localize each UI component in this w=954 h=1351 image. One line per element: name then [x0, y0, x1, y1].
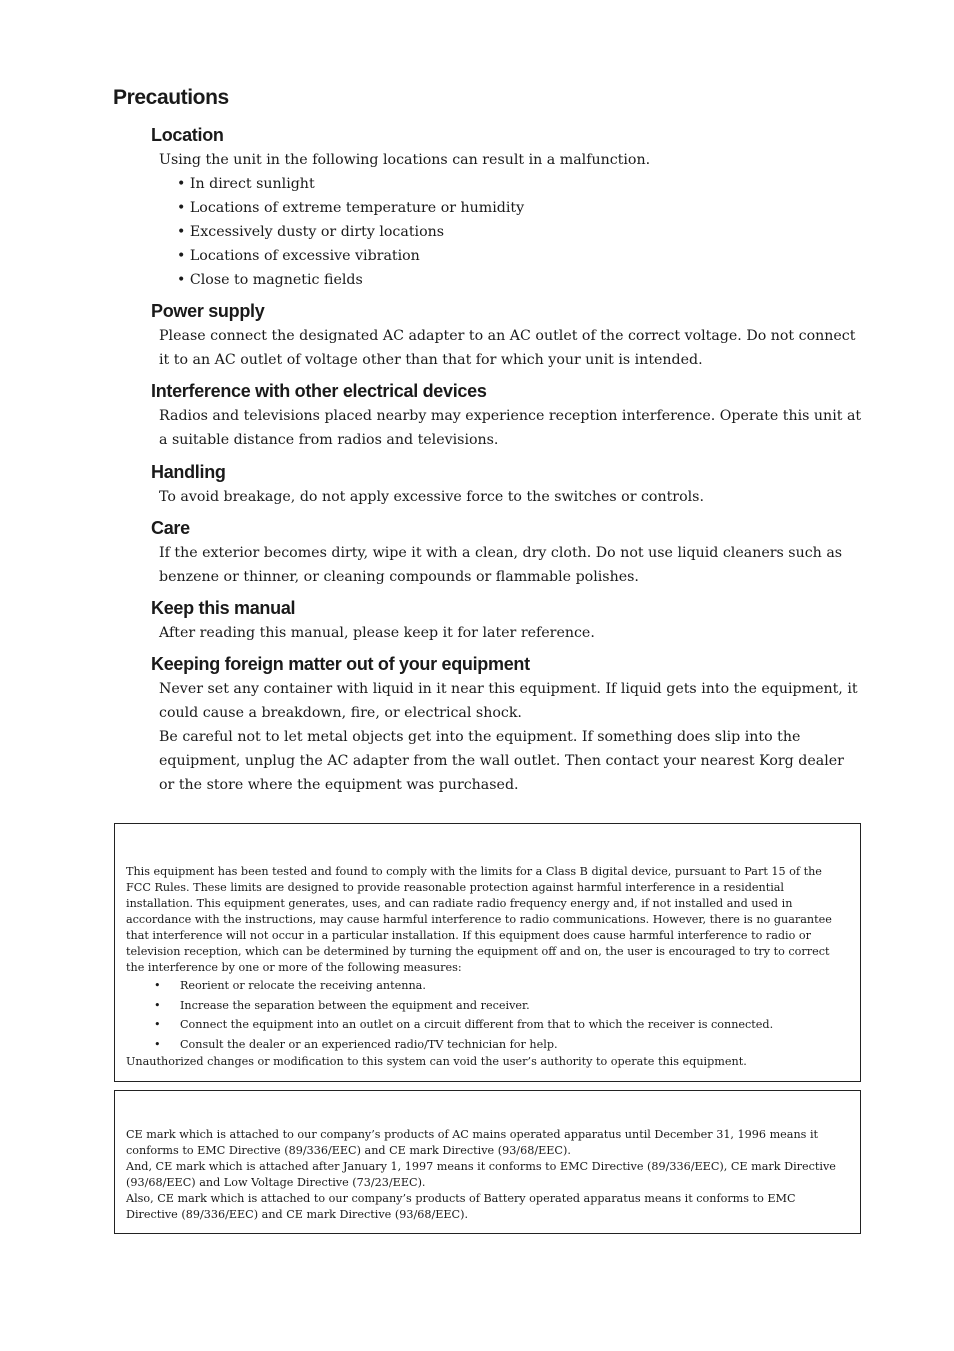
bullet-icon: •: [154, 998, 161, 1012]
section-paragraph: If the exterior becomes dirty, wipe it with a clean, dry cloth. Do not use liquid cleaners such as benzene or thinner, or cleaning compounds or flammable polishes.: [159, 545, 843, 585]
section-heading: Care: [151, 518, 190, 538]
list-item-text: Consult the dealer or an experienced radio/TV technician for help.: [180, 1037, 558, 1051]
list-item: • In direct sunlight: [177, 172, 863, 196]
list-item: • Locations of excessive vibration: [177, 244, 863, 268]
section-foreign-matter: [151, 651, 863, 797]
section-interference: [151, 378, 863, 452]
fcc-measures-list: [126, 976, 849, 1054]
section-heading: Keep this manual: [151, 598, 296, 618]
section-location: [151, 122, 863, 292]
page-title: Precautions: [113, 86, 229, 109]
section-paragraph: Be careful not to let metal objects get into the equipment. If something does slip into the equipment, unplug the AC adapter from the wall outlet. Then contact your nearest Korg dealer or the store where the equipment was purchased.: [159, 729, 844, 793]
list-item-text: Reorient or relocate the receiving antenna.: [180, 979, 426, 992]
section-power-supply: [151, 298, 863, 372]
ce-notice-paragraph: Also, CE mark which is attached to our company’s products of Battery operated apparatus means it conforms to EMC Directive (89/336/EEC) and CE mark Directive (93/68/EEC).: [126, 1192, 796, 1221]
ce-notice-paragraph: CE mark which is attached to our company’s products of AC mains operated apparatus until December 31, 1996 means it conforms to EMC Directive (89/336/EEC) and CE mark Directive (93/68/EEC).: [126, 1128, 819, 1157]
list-item: • Close to magnetic fields: [177, 268, 863, 292]
section-keep-manual: [151, 595, 863, 645]
list-item: [126, 996, 849, 1016]
list-item-text: Increase the separation between the equipment and receiver.: [180, 998, 530, 1012]
list-item: [126, 1015, 849, 1035]
fcc-notice-text: This equipment has been tested and found to comply with the limits for a Class B digital device, pursuant to Part 15 of the FCC Rules. These limits are designed to provide reasonable protection against harmful interference in a residential installation. This equipment generates, uses, and can radiate radio frequency energy and, if not installed and used in accordance with the instructions, may cause harmful interference to radio communications. However, there is no guarantee that interference will not occur in a particular installation. If this equipment does cause harmful interference to radio or television reception, which can be determined by turning the equipment off and on, the user is encouraged to try to correct the interference by one or more of the following measures:: [126, 865, 832, 974]
list-item: [126, 976, 849, 996]
section-handling: [151, 459, 863, 509]
list-item: • Excessively dusty or dirty locations: [177, 220, 863, 244]
list-item: [126, 1035, 849, 1055]
ce-notice-box: [114, 1090, 861, 1234]
section-heading: Handling: [151, 462, 226, 482]
section-paragraph: Never set any container with liquid in it near this equipment. If liquid gets into the equipment, it could cause a breakdown, fire, or electrical shock.: [159, 681, 858, 721]
section-intro: Using the unit in the following locations can result in a malfunction.: [159, 152, 651, 168]
bullet-icon: •: [154, 1037, 161, 1051]
section-paragraph: After reading this manual, please keep it for later reference.: [159, 625, 595, 641]
list-item: • Locations of extreme temperature or humidity: [177, 196, 863, 220]
section-heading: Interference with other electrical devices: [151, 381, 487, 401]
section-care: [151, 515, 863, 589]
section-paragraph: Radios and televisions placed nearby may experience reception interference. Operate this unit at a suitable distance from radios and televisions.: [159, 408, 862, 448]
fcc-notice-box: [114, 823, 861, 1082]
bullet-icon: •: [154, 979, 161, 992]
section-paragraph: Please connect the designated AC adapter to an AC outlet of the correct voltage. Do not connect it to an AC outlet of voltage other than that for which your unit is intended.: [159, 328, 856, 368]
section-paragraph: To avoid breakage, do not apply excessive force to the switches or controls.: [159, 489, 704, 505]
list-item-text: Connect the equipment into an outlet on a circuit different from that to which the receiver is connected.: [180, 1018, 774, 1031]
fcc-notice-footer: Unauthorized changes or modification to this system can void the user’s authority to operate this equipment.: [126, 1055, 747, 1068]
section-heading: Power supply: [151, 301, 265, 321]
section-heading: Location: [151, 125, 224, 145]
ce-notice-paragraph: And, CE mark which is attached after January 1, 1997 means it conforms to EMC Directive (89/336/EEC), CE mark Directive (93/68/EEC) and Low Voltage Directive (73/23/EEC).: [126, 1160, 836, 1189]
bullet-icon: •: [154, 1018, 161, 1031]
section-heading: Keeping foreign matter out of your equipment: [151, 654, 530, 674]
bullet-list: [177, 172, 863, 292]
